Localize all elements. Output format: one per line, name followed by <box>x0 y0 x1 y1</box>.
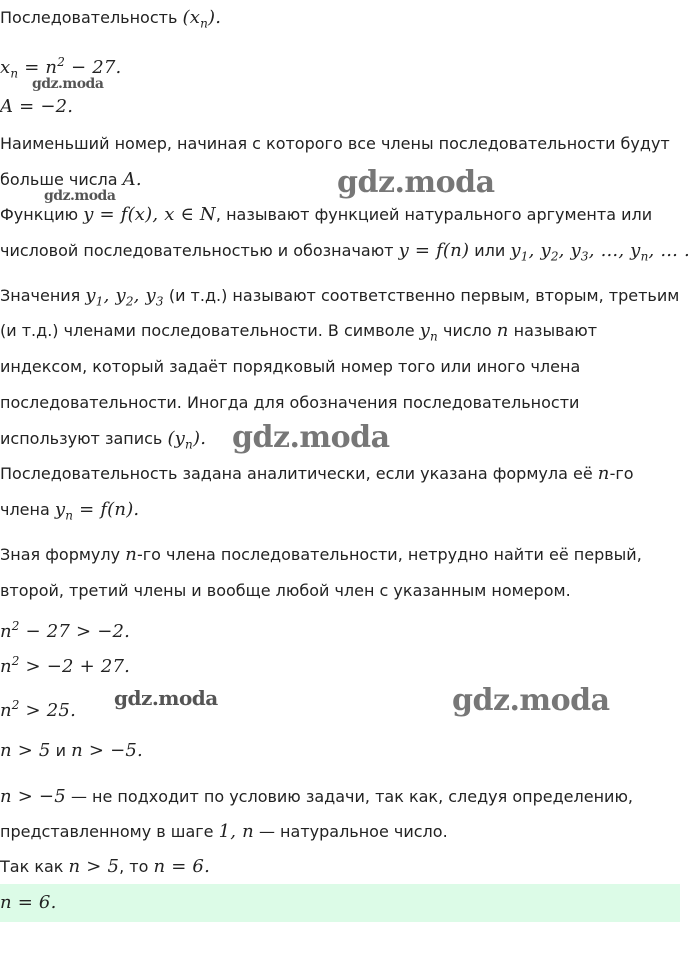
seq-sub: n <box>640 249 649 264</box>
ineq-n: n <box>0 621 12 642</box>
values-words-3: (и т.д.) членами последовательности. В символе <box>0 321 420 340</box>
seq-part: y <box>419 320 430 341</box>
watermark-logo: gdz.moda <box>114 686 218 710</box>
values-words-6: используют запись <box>0 429 168 448</box>
and-word: и <box>50 741 72 760</box>
values-words: Значения <box>0 286 86 305</box>
question-text: Наименьший номер, начиная с которого все члены последовательности будут <box>0 134 670 153</box>
formula-sup: 2 <box>57 55 66 69</box>
math-xn <box>182 7 222 31</box>
seq-sub: 3 <box>155 294 164 309</box>
watermark-logo: gdz.moda <box>232 420 390 455</box>
seq-part: , y <box>558 240 581 261</box>
ineq-rest: > −2 + 27. <box>19 656 131 677</box>
seq-part: y <box>85 285 96 306</box>
answer-box <box>0 884 680 922</box>
analytic-line-1 <box>0 463 634 485</box>
seq-sub: 1 <box>520 249 529 264</box>
math-n-gt-5: n > 5 <box>0 740 51 761</box>
math-a: A. <box>122 169 142 190</box>
seq-part: , y <box>528 240 551 261</box>
inequality-2 <box>0 650 131 677</box>
definition-words: Функцию <box>0 205 84 224</box>
ineq-rest: − 27 > −2. <box>19 621 131 642</box>
math-yfn: y = f(n) <box>398 240 470 261</box>
ineq-sup: 2 <box>11 619 20 633</box>
seq-sub: n <box>185 437 193 452</box>
question-text-2-words: больше числа <box>0 170 123 189</box>
watermark-logo: gdz.moda <box>32 76 104 92</box>
ineq-sup: 2 <box>11 654 20 668</box>
sequence-heading <box>0 7 221 29</box>
values-words-2: (и т.д.) называют соответственно первым, вторым, третьим <box>163 286 680 305</box>
conclusion-words: Так как <box>0 857 69 876</box>
math-n-eq-6: n = 6. <box>153 856 210 877</box>
math-function: y = f(x), x ∈ N <box>83 204 216 225</box>
reject-words: — не подходит по условию задачи, так как, следуя определению, <box>65 787 633 806</box>
reject-line-1 <box>0 786 633 808</box>
ineq-rest: > 25. <box>19 700 76 721</box>
answer-text: n = 6. <box>0 892 57 913</box>
math-n-gt-minus-5: n > −5. <box>71 740 143 761</box>
conclusion-line <box>0 856 210 878</box>
watermark-logo: gdz.moda <box>44 188 116 204</box>
formula-xn <box>0 51 122 81</box>
inequality-3 <box>0 694 76 721</box>
math-n-gt-minus-5: n > −5 <box>0 786 66 807</box>
seq-part: , y <box>103 285 126 306</box>
values-line-3: индексом, который задаёт порядковый номер того или иного члена <box>0 357 581 376</box>
formula-x-sub: n <box>10 66 19 81</box>
math-y123 <box>85 285 164 309</box>
math-xn-base: (x <box>182 7 201 28</box>
definition-words-4: или <box>469 241 511 260</box>
heading-text: Последовательность <box>0 8 183 27</box>
values-words-5: называют <box>508 321 598 340</box>
seq-part: , ... . <box>648 240 690 261</box>
seq-sub: 2 <box>125 294 134 309</box>
watermark-logo: gdz.moda <box>337 165 495 200</box>
knowing-words: Зная формулу <box>0 545 126 564</box>
conclusion-words-2: , то <box>119 857 154 876</box>
reject-line-2 <box>0 821 448 843</box>
math-xn-end: ). <box>208 7 222 28</box>
definition-words-2: , называют функцией натурального аргумента или <box>215 205 653 224</box>
ineq-n: n <box>0 656 12 677</box>
seq-part: , ..., y <box>588 240 641 261</box>
seq-sub: 1 <box>95 294 104 309</box>
math-step: 1, n <box>218 821 254 842</box>
formula-eq: = n <box>18 57 58 78</box>
seq-sub: n <box>430 329 438 344</box>
math-n: n <box>496 320 509 341</box>
math-sequence <box>510 240 690 264</box>
watermark-logo: gdz.moda <box>452 683 610 718</box>
reject-words-3: — натуральное число. <box>253 822 448 841</box>
seq-part: y <box>510 240 521 261</box>
definition-line-2 <box>0 240 690 262</box>
math-n: n <box>597 463 610 484</box>
seq-part: (y <box>167 428 186 449</box>
seq-part: = f(n). <box>73 499 140 520</box>
reject-words-2: представленному в шаге <box>0 822 219 841</box>
seq-sub: 2 <box>550 249 559 264</box>
math-yn <box>419 320 438 344</box>
seq-sub: n <box>65 508 74 523</box>
knowing-words-2: -го члена последовательности, нетрудно найти её первый, <box>136 545 642 564</box>
math-yn-paren <box>167 428 207 452</box>
values-words-4: число <box>437 321 497 340</box>
ineq-sup: 2 <box>11 698 20 712</box>
seq-part: ). <box>192 428 207 449</box>
values-line-1 <box>0 285 679 307</box>
ineq-n: n <box>0 700 12 721</box>
formula-x: x <box>0 57 11 78</box>
definition-words-3: числовой последовательностью и обозначают <box>0 241 399 260</box>
values-line-4: последовательности. Иногда для обозначения последовательности <box>0 393 580 412</box>
values-line-2 <box>0 320 597 342</box>
math-n-gt-5: n > 5 <box>68 856 120 877</box>
math-xn-sub: n <box>200 16 208 31</box>
formula-knowing-line-1 <box>0 544 642 566</box>
definition-line-1 <box>0 204 652 226</box>
analytic-words: Последовательность задана аналитически, если указана формула её <box>0 464 598 483</box>
formula-a: A = −2. <box>0 96 74 117</box>
seq-part: y <box>54 499 66 520</box>
formula-rest: − 27. <box>65 57 122 78</box>
seq-part: , y <box>133 285 156 306</box>
inequality-1 <box>0 615 131 642</box>
analytic-words-2: -го <box>609 464 634 483</box>
inequality-solutions <box>0 740 143 762</box>
values-line-5 <box>0 428 206 450</box>
math-n: n <box>125 544 137 565</box>
math-yn-fn <box>54 499 140 523</box>
analytic-words-3: члена <box>0 500 55 519</box>
formula-knowing-line-2: второй, третий члены и вообще любой член с указанным номером. <box>0 581 571 600</box>
seq-sub: 3 <box>580 249 589 264</box>
analytic-line-2 <box>0 499 139 521</box>
